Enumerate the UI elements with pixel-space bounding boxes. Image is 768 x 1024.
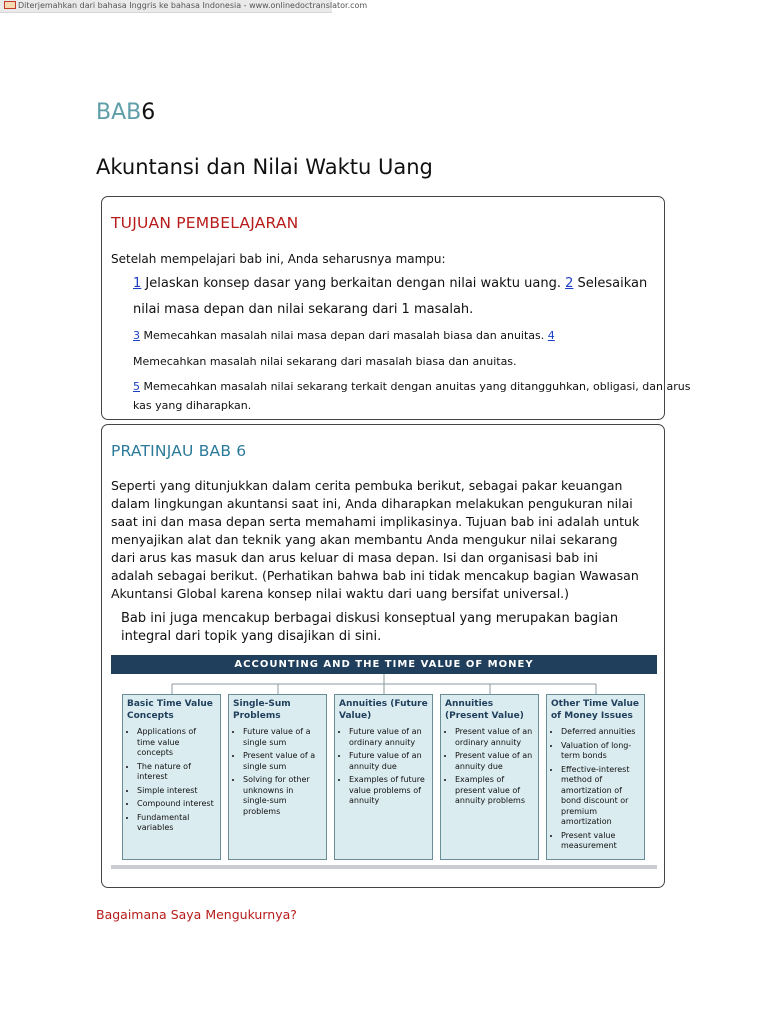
diagram-column-single-sum [228, 694, 327, 860]
diagram-column-annuities-present [440, 694, 539, 860]
chapter-number: 6 [141, 100, 156, 125]
objective-line-2: nilai masa depan dan nilai sekarang dari 1 masalah. [133, 302, 474, 317]
diagram-item: • Applications of time value concepts [137, 727, 216, 759]
chapter-bab: BAB [96, 100, 142, 125]
diagram-item: • Present value of an ordinary annuity [455, 727, 534, 748]
learning-objectives-box [101, 196, 691, 420]
diagram-column-title: Annuities (Future Value) [339, 699, 428, 721]
diagram-bottom-rule [111, 865, 657, 869]
diagram-column-basic-concepts [122, 694, 221, 860]
diagram-item: • The nature of interest [137, 762, 216, 783]
diagram-item: • Fundamental variables [137, 813, 216, 834]
objective-link-5[interactable]: 5 [133, 380, 140, 393]
diagram-column-annuities-future [334, 694, 433, 860]
diagram-item: • Future value of a single sum [243, 727, 322, 748]
diagram-item: • Valuation of long-term bonds [561, 741, 640, 762]
diagram-item: • Present value measurement [561, 831, 640, 852]
chapter-title: Akuntansi dan Nilai Waktu Uang [96, 155, 433, 179]
translator-link[interactable]: Diterjemahkan dari bahasa Inggris ke bahasa Indonesia - www.onlinedoctranslator.com [18, 1, 368, 10]
diagram-item: • Examples of future value problems of annuity [349, 775, 428, 807]
objectives-intro: Setelah mempelajari bab ini, Anda seharusnya mampu: [111, 252, 446, 266]
section-question-heading: Bagaimana Saya Mengukurnya? [96, 907, 297, 922]
diagram-column-other-issues [546, 694, 645, 860]
diagram-item: • Future value of an ordinary annuity [349, 727, 428, 748]
diagram-column-title: Basic Time Value Concepts [127, 699, 213, 721]
diagram-column-title: Single-Sum Problems [233, 699, 291, 721]
preview-paragraph-1: Seperti yang ditunjukkan dalam cerita pembuka berikut, sebagai pakar keuangan dalam lingkungan akuntansi saat ini, Anda diharapkan melakukan pengukuran nilai saat ini dan masa depan serta memahami implikasinya. Tujuan bab ini adalah untuk menyajikan alat dan teknik yang akan membantu Anda mengukur nilai sekarang dari arus kas masuk dan arus keluar di masa depan. Isi dan organisasi bab ini adalah sebagai berikut. (Perhatikan bahwa bab ini tidak mencakup bagian Wawasan Akuntansi Global karena konsep nilai waktu dari uang bersifat universal.) [111, 478, 640, 601]
objective-line-4: Memecahkan masalah nilai sekarang dari masalah biasa dan anuitas. [133, 355, 517, 368]
objective-link-2[interactable]: 2 [565, 276, 574, 291]
learning-objectives-heading: TUJUAN PEMBELAJARAN [111, 214, 299, 232]
diagram-item: • Examples of present value of annuity problems [455, 775, 534, 807]
translator-logo-icon [4, 1, 16, 9]
diagram-item: • Deferred annuities [561, 727, 640, 738]
translator-banner[interactable] [0, 0, 368, 13]
objective-link-1[interactable]: 1 [133, 276, 142, 291]
objective-text-5: Memecahkan masalah nilai sekarang terkait dengan anuitas yang ditangguhkan, obligasi, dan arus [140, 380, 691, 393]
diagram-item: • Present value of a single sum [243, 751, 322, 772]
diagram-column-title: Annuities (Present Value) [445, 699, 524, 721]
chapter-preview-heading: PRATINJAU BAB 6 [111, 442, 247, 460]
diagram-title: ACCOUNTING AND THE TIME VALUE OF MONEY [111, 655, 657, 674]
diagram-item: • Present value of an annuity due [455, 751, 534, 772]
chapter-label [96, 100, 155, 126]
preview-paragraph-2: Bab ini juga mencakup berbagai diskusi konseptual yang merupakan bagian integral dari topik yang disajikan di sini. [121, 611, 619, 644]
objective-text-2: Selesaikan [573, 276, 648, 291]
objective-line-1 [133, 275, 647, 293]
diagram-item: • Compound interest [137, 799, 216, 810]
diagram-item: • Future value of an annuity due [349, 751, 428, 772]
objective-line-6: kas yang diharapkan. [133, 399, 252, 412]
objective-text-1: Jelaskan konsep dasar yang berkaitan dengan nilai waktu uang. [141, 276, 566, 291]
diagram-item: • Effective-interest method of amortization of bond discount or premium amortization [561, 765, 640, 828]
diagram-item: • Simple interest [137, 786, 216, 797]
objective-line-5 [133, 379, 690, 394]
objective-line-3 [133, 328, 555, 343]
diagram-connector-lines [111, 674, 657, 696]
objective-link-4[interactable]: 4 [547, 329, 555, 342]
chapter-organization-diagram [111, 655, 657, 871]
objective-link-3[interactable]: 3 [133, 329, 140, 342]
diagram-item: • Solving for other unknowns in single-sum problems [243, 775, 322, 817]
diagram-column-title: Other Time Value of Money Issues [551, 699, 640, 721]
objective-text-3: Memecahkan masalah nilai masa depan dari masalah biasa dan anuitas. [140, 329, 548, 342]
chapter-preview-box [101, 424, 665, 888]
